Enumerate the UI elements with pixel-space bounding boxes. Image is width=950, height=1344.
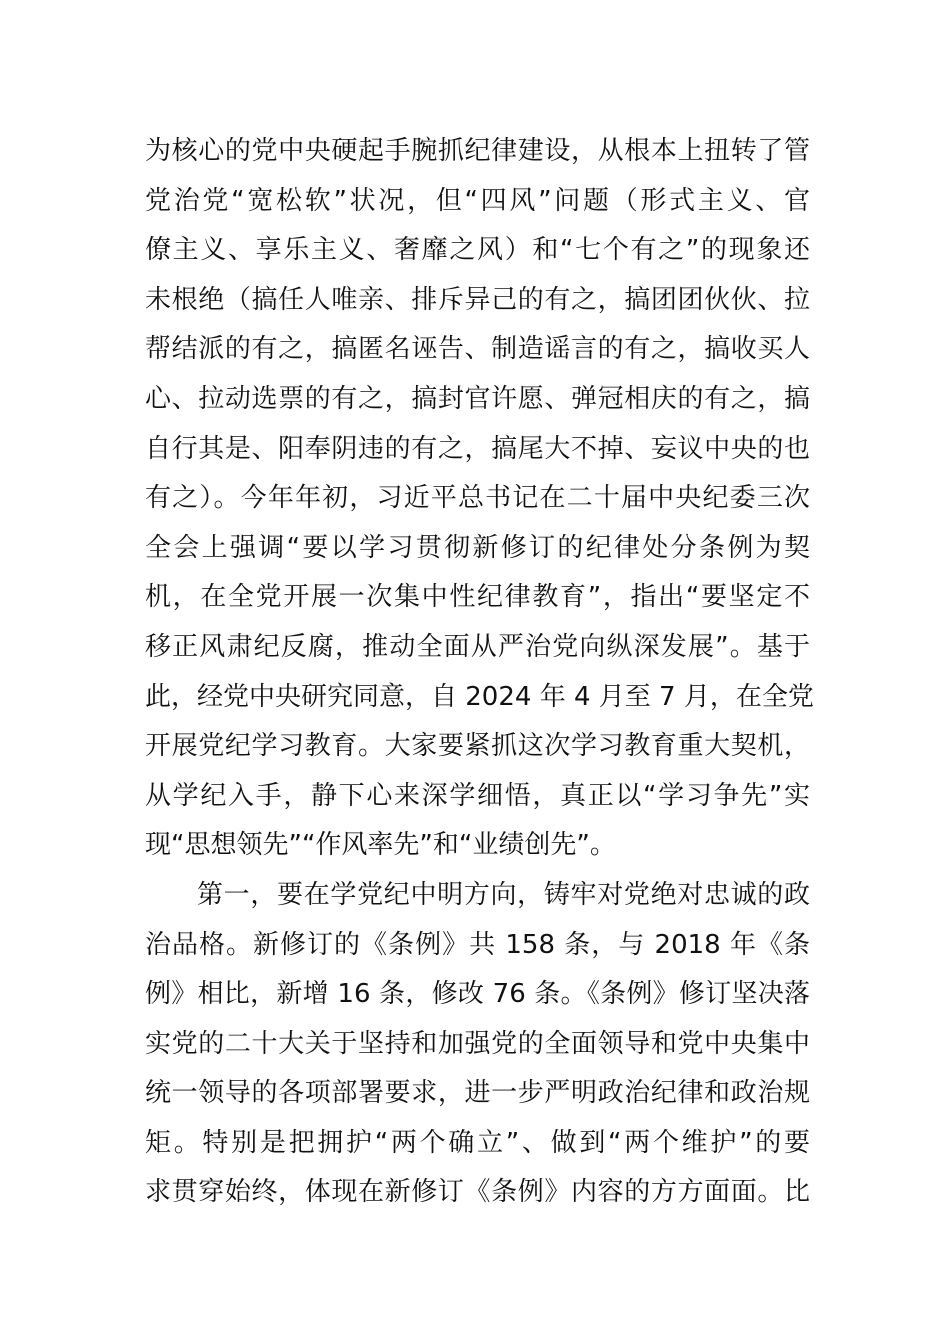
text-line: 移正风肃纪反腐，推动全面从严治党向纵深发展”。基于 bbox=[145, 631, 810, 662]
text-line: 心、拉动选票的有之，搞封官许愿、弹冠相庆的有之，搞 bbox=[145, 383, 810, 414]
text-line: 未根绝（搞任人唯亲、排斥异己的有之，搞团团伙伙、拉 bbox=[145, 284, 810, 315]
text-line: 治品格。新修订的《条例》共 158 条，与 2018 年《条 bbox=[145, 929, 810, 960]
text-line: 统一领导的各项部署要求，进一步严明政治纪律和政治规 bbox=[145, 1078, 810, 1109]
text-line: 例》相比，新增 16 条，修改 76 条。《条例》修订坚决落 bbox=[145, 979, 810, 1010]
text-line: 帮结派的有之，搞匿名诬告、制造谣言的有之，搞收买人 bbox=[145, 334, 810, 365]
text-line: 党治党“宽松软”状况，但“四风”问题（形式主义、官 bbox=[145, 185, 810, 216]
paragraph-first-line: 第一，要在学党纪中明方向，铸牢对党绝对忠诚的政 bbox=[197, 879, 810, 910]
text-line: 开展党纪学习教育。大家要紧抓这次学习教育重大契机， bbox=[145, 731, 810, 762]
text-line: 为核心的党中央硬起手腕抓纪律建设，从根本上扭转了管 bbox=[145, 136, 810, 166]
document-body bbox=[145, 127, 814, 1218]
text-line: 僚主义、享乐主义、奢靡之风）和“七个有之”的现象还 bbox=[145, 235, 810, 266]
text-line: 现“思想领先”“作风率先”和“业绩创先”。 bbox=[145, 830, 616, 861]
text-line: 机，在全党开展一次集中性纪律教育”，指出“要坚定不 bbox=[145, 582, 810, 613]
text-line: 自行其是、阳奉阴违的有之，搞尾大不掉、妄议中央的也 bbox=[145, 433, 810, 464]
text-line: 从学纪入手，静下心来深学细悟，真正以“学习争先”实 bbox=[145, 780, 810, 811]
text-line: 全会上强调“要以学习贯彻新修订的纪律处分条例为契 bbox=[145, 532, 810, 563]
text-line: 求贯穿始终，体现在新修订《条例》内容的方方面面。比 bbox=[145, 1177, 810, 1208]
text-line: 矩。特别是把拥护“两个确立”、做到“两个维护”的要 bbox=[145, 1127, 810, 1158]
text-line: 实党的二十大关于坚持和加强党的全面领导和党中央集中 bbox=[145, 1028, 810, 1059]
text-line: 此，经党中央研究同意，自 2024 年 4 月至 7 月，在全党 bbox=[145, 681, 814, 712]
text-line: 有之）。今年年初，习近平总书记在二十届中央纪委三次 bbox=[145, 483, 810, 514]
